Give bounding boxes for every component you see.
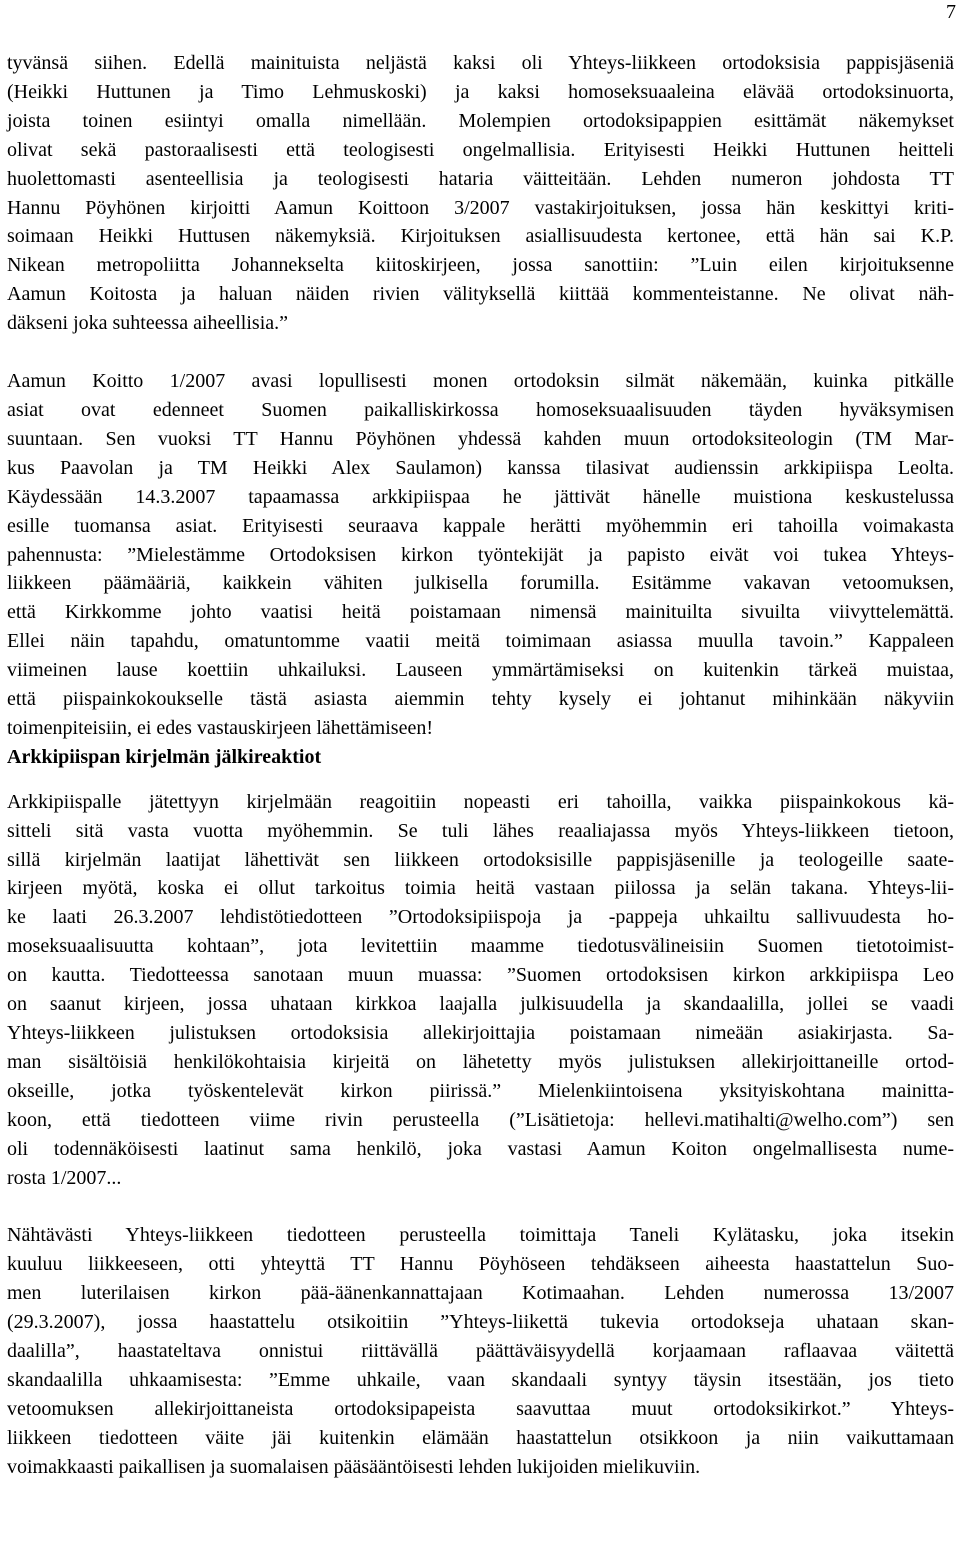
text-line: koon, että tiedotteen viime rivin perusteella (”Lisätietoja: hellevi.matihalti@welho.com”) sen xyxy=(7,1108,954,1131)
text-line: Aamun Koitto 1/2007 avasi lopullisesti monen ortodoksin silmät näkemään, kuinka pitkälle xyxy=(7,370,954,393)
text-line: kus Paavolan ja TM Heikki Alex Saulamon) kanssa tilasivat audienssin arkkipiispa Leolta. xyxy=(7,456,954,479)
text-line: liikkeen tiedotteen väite jäi kuitenkin elämään haastattelun otsikkoon ja niin vaikuttamaan xyxy=(7,1426,954,1449)
text-line: Nikean metropoliitta Johannekselta kiitoskirjeen, jossa sanottiin: ”Luin eilen kirjoituksenne xyxy=(7,254,954,277)
text-line: olivat sekä pastoraalisesti että teologisesti ongelmallisia. Erityisesti Heikki Huttunen heitteli xyxy=(7,138,954,161)
text-line: okseille, jotka työskentelevät kirkon piirissä.” Mielenkiintoisena yksityiskohtana mainitta- xyxy=(7,1079,954,1102)
text-line: Yhteys-liikkeen julistuksen ortodoksisia allekirjoittajia poistamaan nimeään asiakirjasta. Sa- xyxy=(7,1022,954,1044)
text-line: asiat ovat edenneet Suomen paikalliskirkossa homoseksuaalisuuden täyden hyväksymisen xyxy=(7,398,954,421)
text-line: Ellei näin tapahdu, omatuntomme vaatii meitä toimimaan asiassa muulla tavoin.” Kappaleen xyxy=(7,630,954,653)
text-line: tyvänsä siihen. Edellä mainituista neljästä kaksi oli Yhteys-liikkeen ortodoksisia pappisjäseniä xyxy=(7,52,954,74)
text-line: pahennusta: ”Mielestämme Ortodoksisen kirkon työntekijät ja papisto eivät voi tukea Yhteys- xyxy=(7,543,954,566)
text-line: toimenpiteisiin, ei edes vastauskirjeen lähettämiseen! xyxy=(7,716,433,739)
page-number: 7 xyxy=(946,1,956,23)
text-line: Arkkipiispalle jätettyyn kirjelmään reagoitiin nopeasti eri tahoilla, vaikka piispainkokous kä- xyxy=(7,790,954,813)
body-paragraph xyxy=(7,788,954,1193)
text-line: sitteli sitä vasta vuotta myöhemmin. Se tuli lähes reaaliajassa myös Yhteys-liikkeen tietoon, xyxy=(7,819,954,842)
text-line: men luterilaisen kirkon pää-äänenkannattajaan Kotimaahan. Lehden numerossa 13/2007 xyxy=(7,1282,954,1305)
text-line: ke laati 26.3.2007 lehdistötiedotteen ”Ortodoksipiispoja ja -pappeja uhkailtu sallivuudesta ho- xyxy=(7,906,954,929)
text-line: kuuluu liikkeeseen, otti yhteyttä TT Hannu Pöyhöseen tehdäkseen aiheesta haastattelun Suo- xyxy=(7,1253,954,1276)
text-line: kirjeen myötä, koska ei ollut tarkoitus toimia heitä vastaan piilossa ja selän takana. Yhteys-lii- xyxy=(7,877,954,900)
text-line: huolettomasti asenteellisia ja teologisesti hataria väitteitään. Lehden numeron johdosta TT xyxy=(7,167,954,190)
body-paragraph xyxy=(7,367,954,743)
text-line: Käydessään 14.3.2007 tapaamassa arkkipiispaa he jättivät hänelle muistiona keskustelussa xyxy=(7,485,954,508)
text-line: daalilla”, haastateltava onnistui riittävällä päättäväisyydellä korjaamaan raflaavaa väitettä xyxy=(7,1340,954,1363)
text-line: (29.3.2007), jossa haastattelu otsikoitiin ”Yhteys-liikettä tukevia ortodokseja uhataan skan- xyxy=(7,1311,954,1334)
text-line: vetoomuksen allekirjoittaneista ortodoksipapeista saavuttaa muut ortodoksikirkot.” Yhteys- xyxy=(7,1397,954,1420)
text-line: suuntaan. Sen vuoksi TT Hannu Pöyhönen yhdessä kahden muun ortodoksiteologin (TM Mar- xyxy=(7,427,954,450)
text-line: että piispainkokoukselle tästä asiasta aiemmin tehty kysely ei johtanut mihinkään näkyviin xyxy=(7,688,954,711)
text-line: soimaan Heikki Huttusen näkemyksiä. Kirjoituksen asiallisuudesta kertonee, että hän sai K.P. xyxy=(7,225,954,248)
document-body xyxy=(7,49,954,1482)
text-line: (Heikki Huttunen ja Timo Lehmuskoski) ja kaksi homoseksuaaleina elävää ortodoksinuorta, xyxy=(7,80,954,103)
text-line: Nähtävästi Yhteys-liikkeen tiedotteen perusteella toimittaja Taneli Kylätasku, joka itsekin xyxy=(7,1224,954,1247)
text-line: rosta 1/2007... xyxy=(7,1166,122,1189)
text-line: että Kirkkomme johto vaatisi heitä poistamaan nimensä mainituilta sivuilta viivyttelemättä. xyxy=(7,601,954,624)
text-line: viimeinen lause koettiin uhkailuksi. Lauseen ymmärtämiseksi on kuitenkin tärkeä muistaa, xyxy=(7,659,954,682)
text-line: liikkeen päämääriä, kaikkein vähiten julkisella forumilla. Esitämme vakavan vetoomuksen, xyxy=(7,572,954,595)
text-line: sillä kirjelmän laatijat lähettivät sen liikkeen ortodoksisille pappisjäsenille ja teologeille saate- xyxy=(7,848,954,871)
section-heading: Arkkipiispan kirjelmän jälkireaktiot xyxy=(7,745,322,768)
text-line: on kautta. Tiedotteessa sanotaan muun muassa: ”Suomen ortodoksisen kirkon arkkipiispa Leo xyxy=(7,964,954,987)
text-line: voimakkaasti paikallisen ja suomalaisen pääsääntöisesti lehden lukijoiden mielikuviin. xyxy=(7,1455,701,1478)
text-line: moseksuaalisuutta kohtaan”, jota levitettiin maamme tiedotusvälineisiin Suomen tietotoimist- xyxy=(7,935,954,958)
text-line: esille tuomansa asiat. Erityisesti seuraava kappale herätti myöhemmin eri tahoilla voimakasta xyxy=(7,514,954,537)
text-line: Aamun Koitosta ja haluan näiden rivien välityksellä kiittää kommenteistanne. Ne olivat näh- xyxy=(7,283,954,306)
text-line: on saanut kirjeen, jossa uhataan kirkkoa laajalla julkisuudella ja skandaalilla, jollei se vaadi xyxy=(7,993,954,1016)
text-line: joista toinen esiintyi omalla nimellään. Molempien ortodoksipappien esittämät näkemykset xyxy=(7,109,954,132)
body-paragraph xyxy=(7,49,954,338)
text-line: man sisältöisiä henkilökohtaisia kirjeitä on lähetetty myös julistuksen allekirjoittaneille ortod- xyxy=(7,1050,954,1073)
text-line: skandaalilla uhkaamisesta: ”Emme uhkaile, vaan skandaali syntyy täysin itsestään, jos tieto xyxy=(7,1368,954,1391)
text-line: Hannu Pöyhönen kirjoitti Aamun Koittoon 3/2007 vastakirjoituksen, jossa hän keskittyi kriti- xyxy=(7,196,954,219)
text-line: däkseni joka suhteessa aiheellisia.” xyxy=(7,312,289,335)
text-line: oli todennäköisesti laatinut sama henkilö, joka vastasi Aamun Koiton ongelmallisesta nume- xyxy=(7,1137,954,1160)
body-paragraph xyxy=(7,1221,954,1481)
